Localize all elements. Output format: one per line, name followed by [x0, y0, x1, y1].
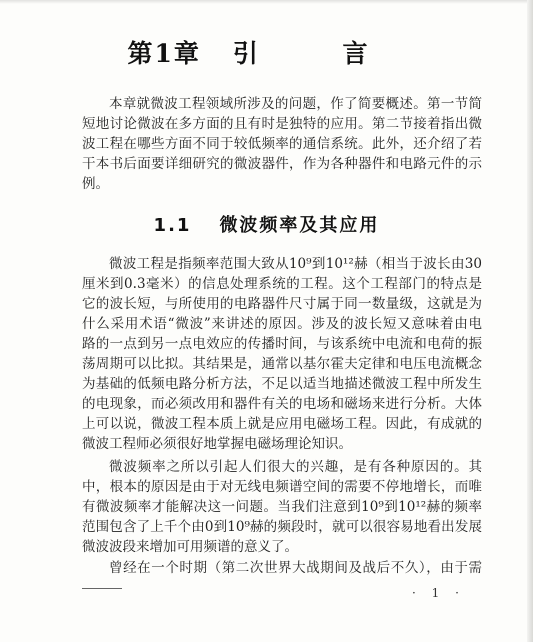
body-line: 什么采用术语“微波”来讲述的原因。涉及的波长短又意味着由电 [82, 316, 482, 332]
intro-line: 本章就微波工程领域所涉及的问题，作了简要概述。第一节简 [109, 96, 482, 112]
body-line: 微波工程师必须很好地掌握电磁场理论知识。 [82, 436, 352, 452]
body-line: 荡周期可以比拟。其结果是，通常以基尔霍夫定律和电压电流概念 [82, 356, 482, 372]
page-number: · 1 · [412, 586, 465, 600]
body-line: 微波波段来增加可用频谱的意义了。 [82, 539, 298, 555]
body-paragraph-3 [82, 558, 482, 578]
body-paragraph-1 [82, 254, 482, 454]
body-line: 为基础的低频电路分析方法，不足以适当地描述微波工程中所发生 [82, 376, 482, 392]
body-paragraph-2 [82, 457, 482, 557]
intro-line: 干本书后面要详细研究的微波器件，作为各种器件和电路元件的示 [82, 156, 482, 172]
body-line: 路的一点到另一点电效应的传播时间，与该系统中电流和电荷的振 [82, 336, 482, 352]
chapter-number: 第1章 [127, 39, 201, 68]
chapter-name: 引 言 [232, 39, 406, 68]
intro-line: 波工程在哪些方面不同于较低频率的通信系统。此外，还介绍了若 [82, 136, 482, 152]
scan-edge-top [0, 0, 533, 4]
body-line: 曾经在一个时期（第二次世界大战期间及战后不久），由于需 [109, 560, 482, 576]
scan-rule-mark [82, 588, 122, 589]
body-line: 上可以说，微波工程本质上就是应用电磁场工程。因此，有成就的 [82, 416, 482, 432]
intro-line: 短地讨论微波在多方面的且有时是独特的应用。第二节接着指出微 [82, 116, 482, 132]
body-line: 有微波频率才能解决这一问题。当我们注意到10⁹到10¹²赫的频率 [82, 499, 482, 515]
body-line: 中，根本的原因是由于对无线电频谱空间的需要不停地增长，而唯 [82, 479, 482, 495]
body-line: 厘米到0.3毫米）的信息处理系统的工程。这个工程部门的特点是 [82, 276, 482, 292]
section-heading [0, 211, 533, 237]
body-line: 范围包含了上千个由0到10⁹赫的频段时，就可以很容易地看出发展 [82, 519, 482, 535]
body-line: 微波频率之所以引起人们很大的兴趣，是有各种原因的。其 [109, 459, 482, 475]
intro-paragraph [82, 94, 482, 194]
body-line: 的电现象，而必须改用和器件有关的电场和磁场来进行分析。大体 [82, 396, 482, 412]
scan-edge-right [527, 0, 533, 642]
body-line: 它的波长短，与所使用的电路器件尺寸属于同一数量级，这就是为 [82, 296, 482, 312]
body-line: 微波工程是指频率范围大致从10⁹到10¹²赫（相当于波长由30 [109, 256, 482, 272]
section-name: 微波频率及其应用 [219, 215, 380, 236]
intro-line: 例。 [82, 176, 109, 192]
chapter-title [0, 34, 533, 70]
section-number: 1.1 [153, 215, 192, 236]
